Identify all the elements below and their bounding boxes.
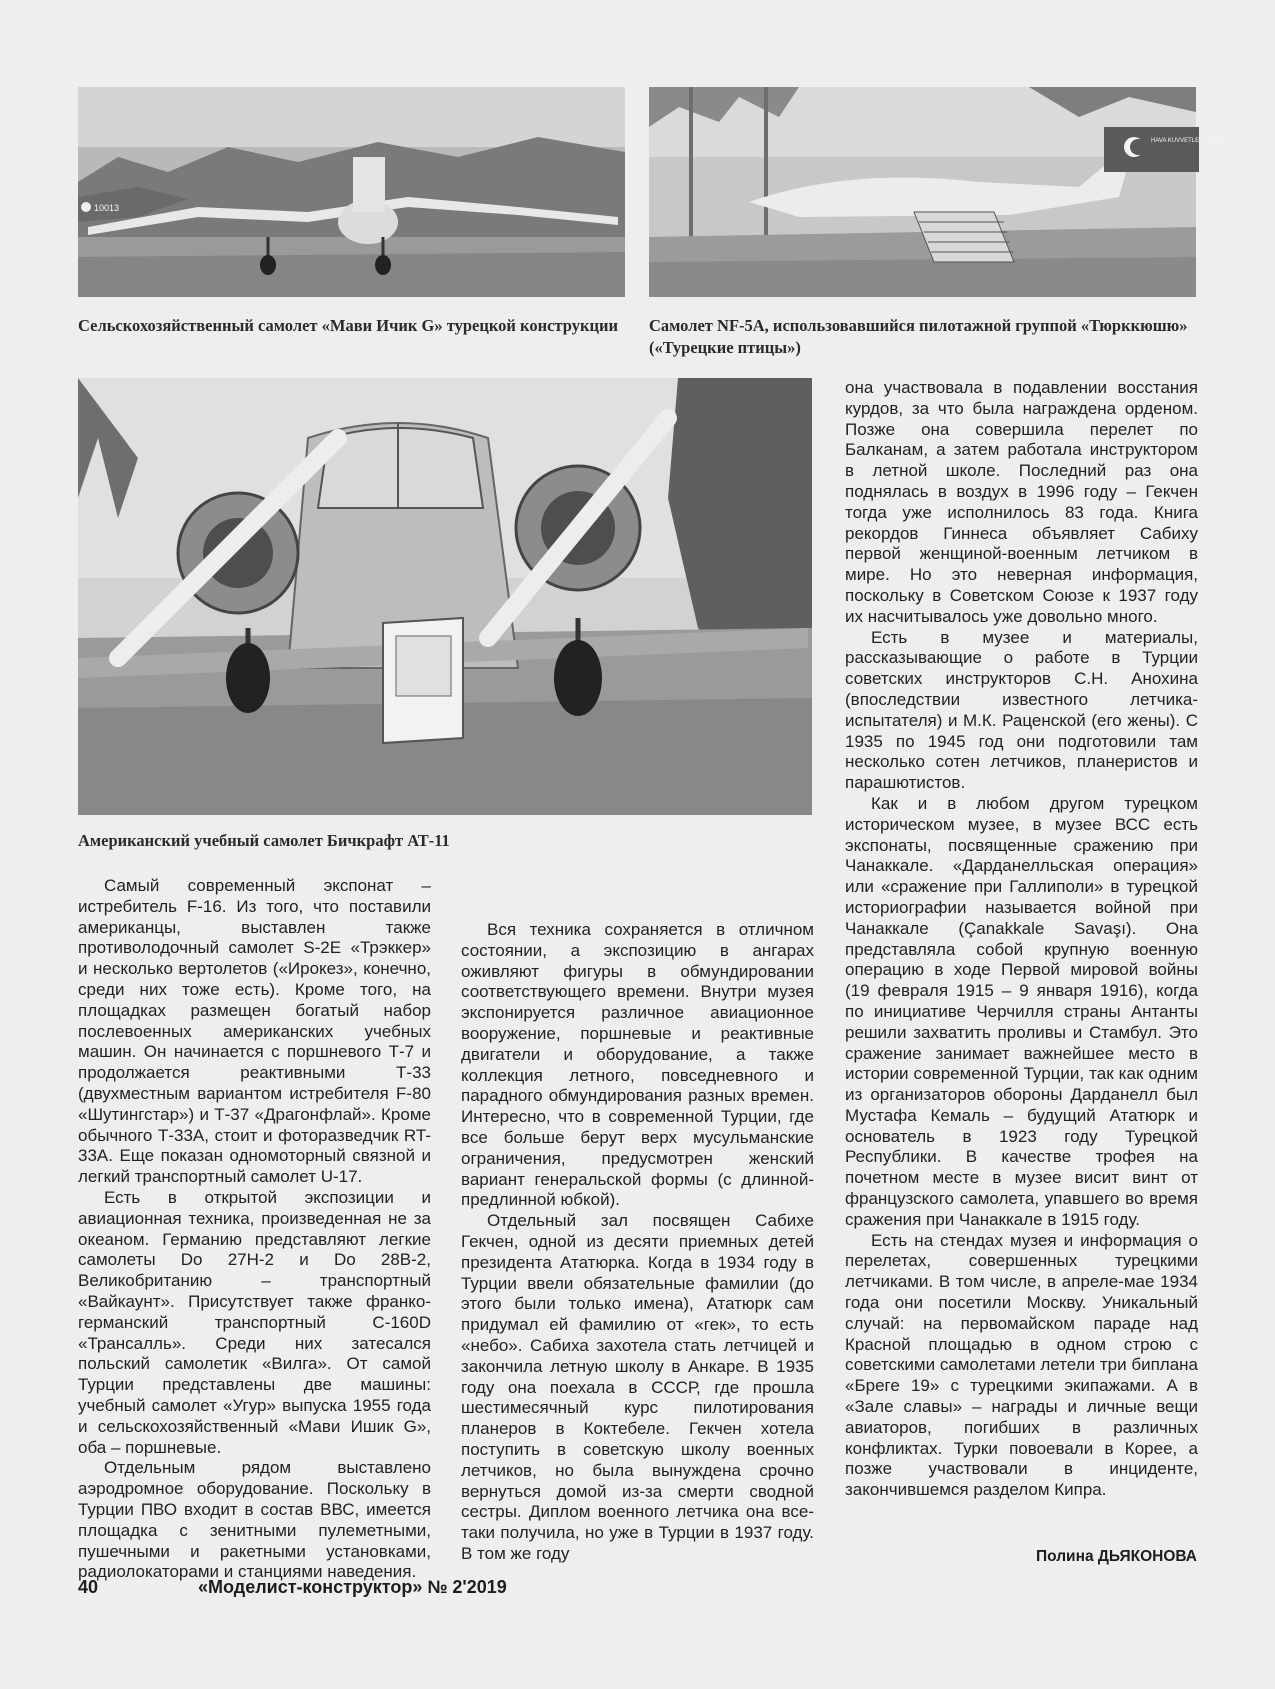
paragraph: Вся техника сохраняется в отличном состоянии, а экспозицию в ангарах оживляют фигуры в обмундировании соответствующего времени. Внутри музея экспонируется различное авиационное вооружение, поршневые и реактивные двигатели и оборудование, а также коллекция летного, повседневного и парадного обмундирования разных времен. Интересно, что в современной Турции, где все больше берут верх мусульманские ограничения, предусмотрен женский вариант генеральской формы (с длинной-предлинной юбкой). xyxy=(461,920,814,1210)
paragraph: Есть в открытой экспозиции и авиационная техника, произведенная не за океаном. Германию представляют легкие самолеты Do 27H-2 и Do 28B-2, Великобританию – транспортный «Вайкаунт». Присутствует также франко-германский транспортный C-160D «Трансалль». Среди них затесался польский самолетик «Вилга». От самой Турции представлены две машины: учебный самолет «Угур» выпуска 1955 года и сельскохозяйственный «Мави Ишик G», оба – поршневые. xyxy=(78,1187,431,1457)
author-name: Полина ДЬЯКОНОВА xyxy=(1035,1548,1197,1565)
caption-photo3: Американский учебный самолет Бичкрафт АТ-11 xyxy=(78,831,450,850)
paragraph: Как и в любом другом турецком историческом музее, в музее ВСС есть экспонаты, посвященные сражению при Чанаккале. «Дарданелльская операция» или «сражение при Галлиполи» в турецкой историографии называется войной при Чанаккале (Çanakkale Savaşı). Она представляла собой крупную военную операцию в ходе Первой мировой войны (19 февраля 1915 – 9 января 1916), когда по инициативе Черчилля страны Антанты решили захватить проливы и Стамбул. Это сражение занимает важнейшее место в истории современной Турции, так как одним из организаторов обороны Дарданелл был Мустафа Кемаль – будущий Ататюрк и основатель в 1923 году Турецкой Республики. В качестве трофея на почетном месте в музее висит винт от французского самолета, упавшего во время сражения при Чанаккале в 1915 году. xyxy=(845,793,1198,1229)
paragraph: она участвовала в подавлении восстания курдов, за что была награждена орденом. Позже она совершила перелет по Балканам, а затем работала инструктором в летной школе. Последний раз она поднялась в воздух в 1996 году – Гекчен тогда уже исполнилось 83 года. Книга рекордов Гиннеса объявляет Сабиху первой женщиной-военным летчиком в мире. Но это неверная информация, поскольку в Советском Союзе к 1937 году их насчитывалось уже довольно много. xyxy=(845,378,1198,626)
tail-code-text: 10013 xyxy=(94,203,120,213)
photo-mavi-isik-image xyxy=(78,87,625,297)
photo-beechcraft-at11-image xyxy=(78,378,812,815)
column-left xyxy=(78,876,431,1583)
page-number: 40 xyxy=(78,1577,99,1597)
paragraph: Есть на стендах музея и информация о перелетах, совершенных турецкими летчиками. В том числе, в апреле-мае 1934 года они посетили Москву. Уникальный случай: на первомайском параде над Красной площадью в одном строю с советскими самолетами летели три биплана «Бреге 19» с турецкими экипажами. А в «Зале славы» – награды и личные вещи авиаторов, погибших в различных конфликтах. Турки повоевали в Корее, а позже участвовали в инциденте, закончившемся разделом Кипра. xyxy=(845,1230,1198,1500)
column-middle xyxy=(461,920,814,1565)
journal-title: «Моделист-конструктор» № 2'2019 xyxy=(198,1577,507,1597)
photo-nf5a xyxy=(649,87,1230,297)
photo-beechcraft-at11 xyxy=(78,378,812,815)
paragraph: Самый современный экспонат – истребитель F-16. Из того, что поставили американцы, выставлен также противолодочный самолет S-2E «Трэккер» и несколько вертолетов («Ирокез», конечно, среди них тоже есть). Кроме того, на площадках размещен богатый набор послевоенных американских учебных машин. Он начинается с поршневого Т-7 и продолжается реактивными Т-33 (двухместным вариантом истребителя F-80 «Шутингстар») и Т-37 «Драгонфлай». Кроме обычного Т-33А, стоит и фоторазведчик RT-33A. Еще показан одномоторный связной и легкий транспортный самолет U-17. xyxy=(78,876,431,1187)
paragraph: Есть в музее и материалы, рассказывающие о работе в Турции советских инструкторов С.Н. Анохина (впоследствии известного летчика-испытателя) и М.К. Раценской (его жены). С 1935 по 1945 год они подготовили там несколько сотен летчиков, планеристов и парашютистов. xyxy=(845,627,1198,793)
paragraph: Отдельный зал посвящен Сабихе Гекчен, одной из десяти приемных детей президента Ататюрка. Когда в 1934 году в Турции ввели обязательные фамилии (до этого были только имена), Ататюрк сам придумал ей фамилию от «гек», то есть «небо». Сабиха захотела стать летчицей и закончила летную школу в Анкаре. В 1935 году она поехала в СССР, где прошла шестимесячный курс пилотирования планеров в Коктебеле. Гекчен хотела поступить в советскую школу военных летчиков, но была вынуждена срочно вернуться домой из-за смерти сводной сестры. Диплом военного летчика она все-таки получила, но уже в Турции в 1937 году. В том же году xyxy=(461,1211,814,1563)
caption-photo1: Сельскохозяйственный самолет «Мави Ичик G» турецкой конструкции xyxy=(78,316,618,335)
museum-sign-text: HAVA KUVVETLERİ MÜZESİ xyxy=(1151,138,1230,144)
photo-nf5a-image xyxy=(649,87,1230,297)
paragraph: Отдельным рядом выставлено аэродромное оборудование. Поскольку в Турции ПВО входит в состав ВВС, имеется площадка с зенитными пулеметными, пушечными и ракетными установками, радиолокаторами и станциями наведения. xyxy=(78,1458,431,1582)
photo-mavi-isik xyxy=(78,87,625,297)
caption-photo2: Самолет NF-5A, использовавшийся пилотажной группой «Тюрккюшю» («Турецкие птицы») xyxy=(649,316,1188,357)
column-right xyxy=(845,378,1198,1501)
